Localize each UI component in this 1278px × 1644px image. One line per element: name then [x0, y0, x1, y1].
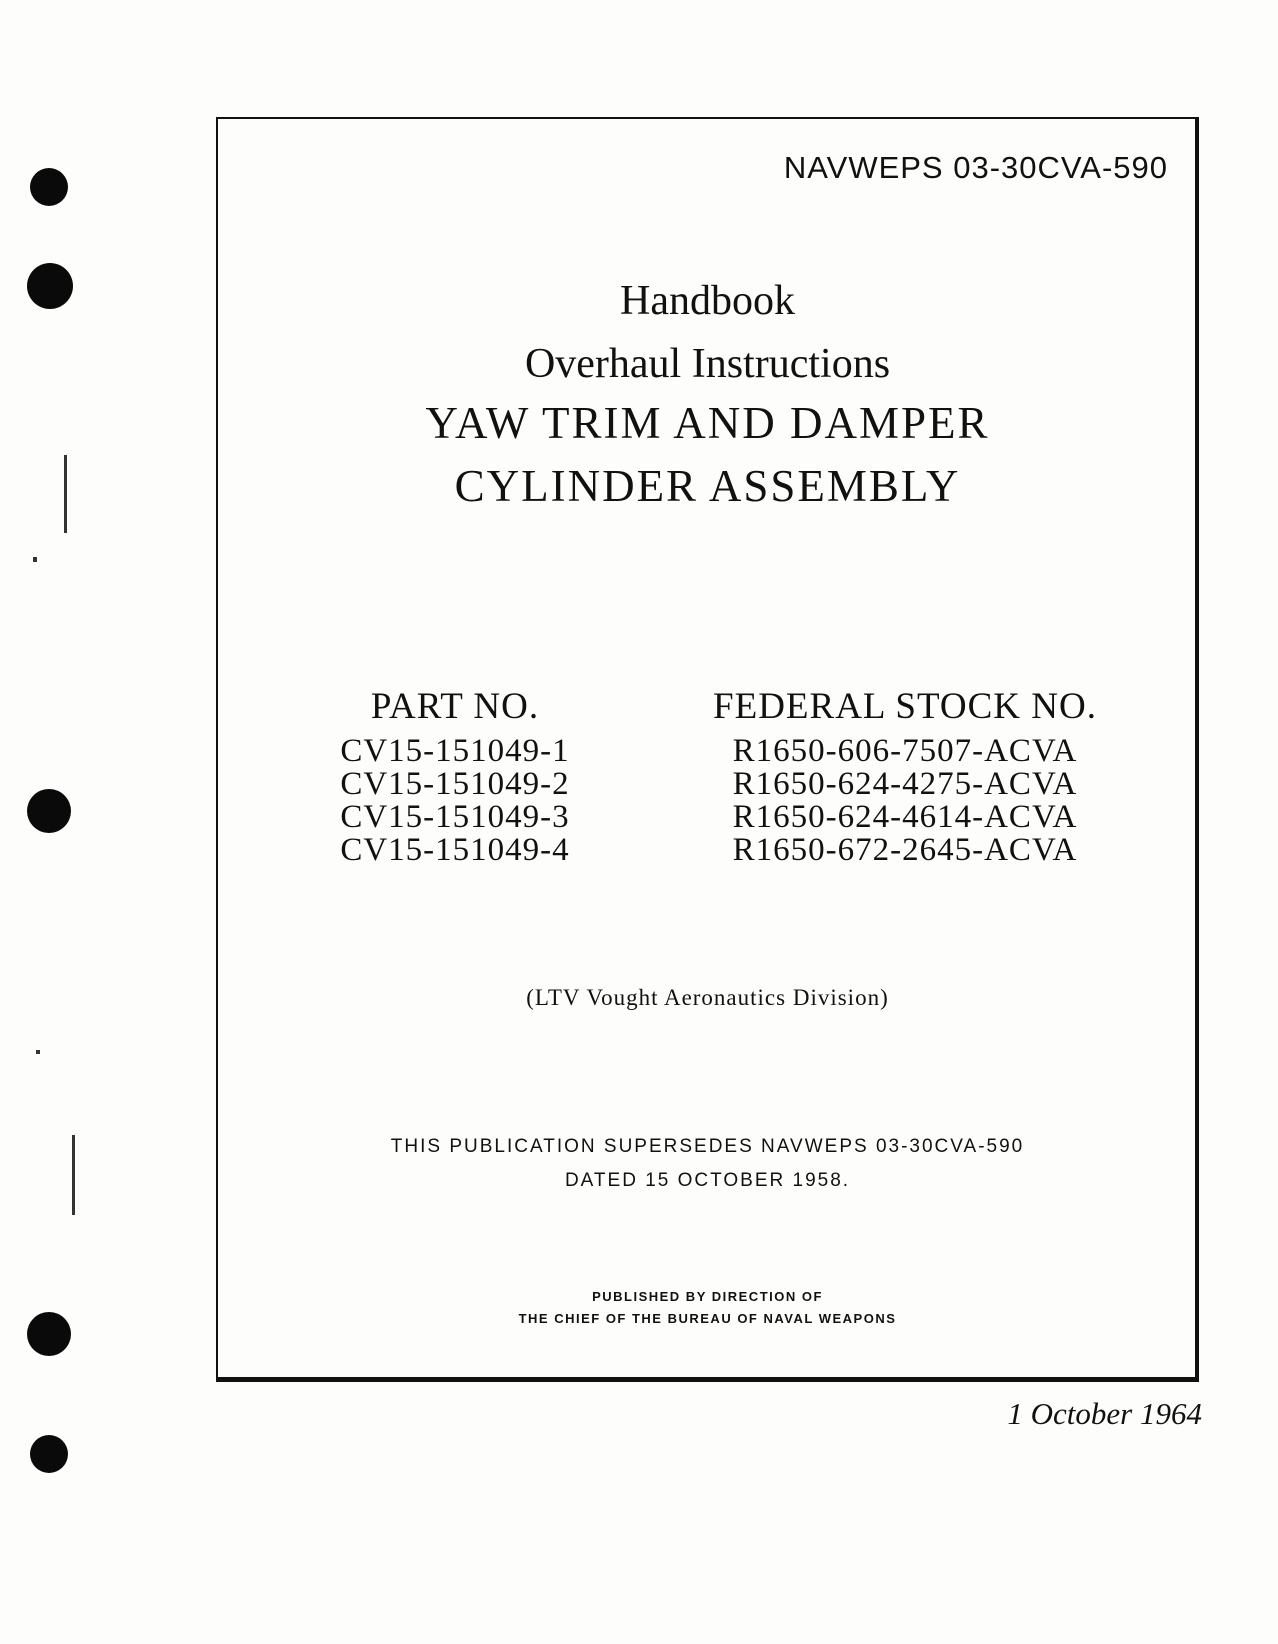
scan-mark: [33, 557, 37, 562]
stock-number-column: [705, 685, 1105, 867]
scan-mark: [72, 1135, 75, 1215]
stock-number-heading: FEDERAL STOCK NO.: [713, 686, 1097, 727]
title-cylinder-assembly: CYLINDER ASSEMBLY: [454, 461, 961, 511]
published-authority: THE CHIEF OF THE BUREAU OF NAVAL WEAPONS: [518, 1311, 897, 1326]
stock-number-item: R1650-624-4275-ACVA: [732, 766, 1078, 802]
supersedes-date: DATED 15 OCTOBER 1958.: [564, 1170, 851, 1191]
document-number: NAVWEPS 03-30CVA-590: [783, 150, 1168, 185]
part-number-column: [330, 685, 580, 867]
part-number-item: CV15-151049-2: [340, 766, 570, 802]
issue-date: 1 October 1964: [1007, 1396, 1202, 1431]
part-number-item: CV15-151049-4: [340, 832, 570, 868]
punch-hole: [30, 168, 68, 206]
stock-number-item: R1650-672-2645-ACVA: [732, 832, 1078, 868]
stock-number-item: R1650-606-7507-ACVA: [732, 733, 1078, 769]
punch-hole: [27, 789, 71, 833]
punch-hole: [27, 263, 73, 309]
part-number-item: CV15-151049-3: [340, 799, 570, 835]
title-handbook: Handbook: [620, 278, 795, 324]
published-by: PUBLISHED BY DIRECTION OF: [592, 1289, 823, 1304]
supersedes-notice: THIS PUBLICATION SUPERSEDES NAVWEPS 03-30CVA-590: [390, 1136, 1025, 1157]
part-number-heading: PART NO.: [370, 686, 540, 727]
division-name: (LTV Vought Aeronautics Division): [526, 985, 889, 1010]
punch-hole: [27, 1312, 71, 1356]
scan-mark: [64, 455, 67, 533]
punch-hole: [30, 1435, 68, 1473]
title-overhaul-instructions: Overhaul Instructions: [524, 341, 891, 387]
part-number-item: CV15-151049-1: [340, 733, 570, 769]
scan-mark: [36, 1050, 40, 1054]
title-yaw-trim: YAW TRIM AND DAMPER: [425, 398, 990, 448]
stock-number-item: R1650-624-4614-ACVA: [732, 799, 1078, 835]
